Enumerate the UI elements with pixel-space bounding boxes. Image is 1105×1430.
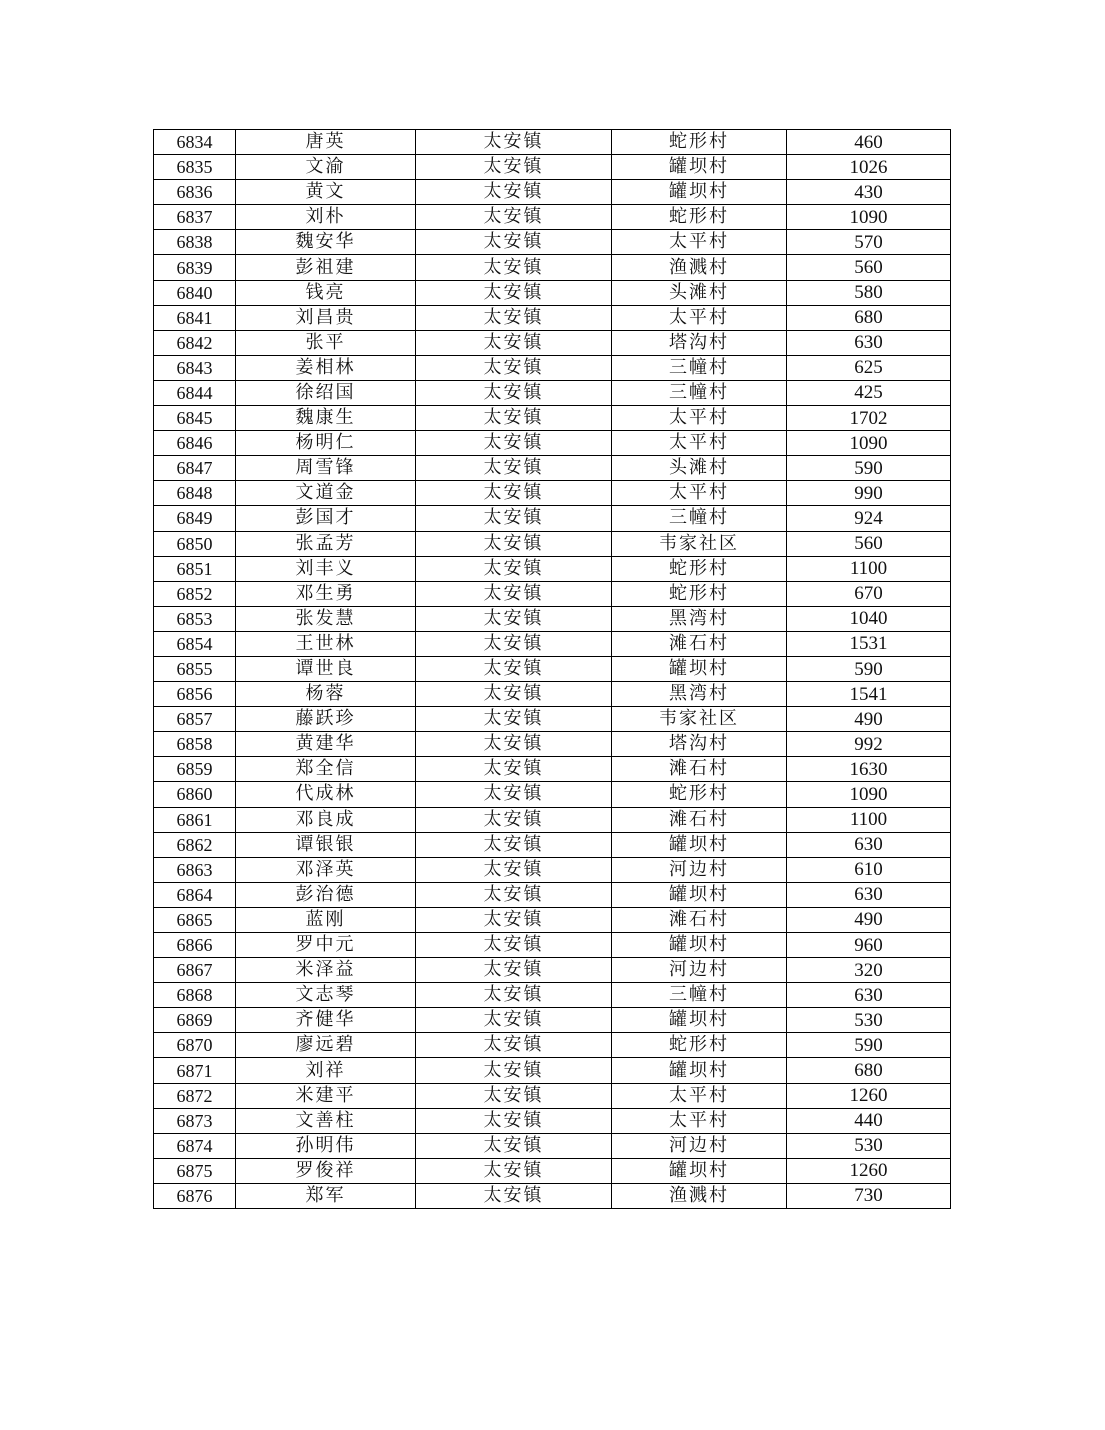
cell-id: 6843 [154,355,236,380]
table-row [154,1033,951,1058]
cell-village: 三幢村 [612,380,787,405]
cell-name: 杨明仁 [236,431,416,456]
cell-amount: 590 [787,656,951,681]
cell-id: 6838 [154,230,236,255]
cell-village: 太平村 [612,305,787,330]
cell-town: 太安镇 [416,280,612,305]
cell-name: 彭祖建 [236,255,416,280]
cell-id: 6873 [154,1108,236,1133]
cell-amount: 490 [787,907,951,932]
cell-village: 河边村 [612,958,787,983]
cell-amount: 1026 [787,155,951,180]
table-row [154,707,951,732]
cell-amount: 1260 [787,1158,951,1183]
cell-id: 6860 [154,782,236,807]
cell-town: 太安镇 [416,305,612,330]
cell-village: 滩石村 [612,807,787,832]
cell-id: 6852 [154,581,236,606]
table-row [154,631,951,656]
cell-amount: 320 [787,958,951,983]
cell-amount: 1702 [787,406,951,431]
table-row [154,230,951,255]
cell-id: 6850 [154,531,236,556]
cell-name: 黄文 [236,180,416,205]
cell-id: 6874 [154,1133,236,1158]
cell-village: 蛇形村 [612,556,787,581]
table-row [154,130,951,155]
cell-town: 太安镇 [416,1083,612,1108]
cell-name: 蓝刚 [236,907,416,932]
table-row [154,180,951,205]
cell-amount: 730 [787,1183,951,1208]
cell-name: 徐绍国 [236,380,416,405]
cell-id: 6839 [154,255,236,280]
table-row [154,431,951,456]
cell-name: 魏康生 [236,406,416,431]
cell-amount: 625 [787,355,951,380]
table-row [154,330,951,355]
cell-id: 6845 [154,406,236,431]
cell-id: 6856 [154,682,236,707]
cell-id: 6863 [154,857,236,882]
table-row [154,807,951,832]
cell-village: 河边村 [612,857,787,882]
cell-id: 6841 [154,305,236,330]
table-row [154,882,951,907]
cell-amount: 1090 [787,205,951,230]
cell-town: 太安镇 [416,456,612,481]
cell-name: 刘朴 [236,205,416,230]
cell-village: 罐坝村 [612,656,787,681]
cell-name: 张发慧 [236,606,416,631]
cell-id: 6866 [154,933,236,958]
cell-amount: 1260 [787,1083,951,1108]
cell-id: 6868 [154,983,236,1008]
cell-id: 6836 [154,180,236,205]
cell-amount: 1040 [787,606,951,631]
cell-name: 廖远碧 [236,1033,416,1058]
cell-town: 太安镇 [416,782,612,807]
cell-name: 罗中元 [236,933,416,958]
cell-village: 太平村 [612,481,787,506]
cell-name: 刘昌贵 [236,305,416,330]
cell-town: 太安镇 [416,581,612,606]
cell-amount: 1630 [787,757,951,782]
cell-name: 钱亮 [236,280,416,305]
cell-amount: 1541 [787,682,951,707]
cell-amount: 630 [787,330,951,355]
cell-id: 6837 [154,205,236,230]
table-row [154,1058,951,1083]
cell-town: 太安镇 [416,983,612,1008]
cell-id: 6854 [154,631,236,656]
cell-town: 太安镇 [416,631,612,656]
cell-name: 邓泽英 [236,857,416,882]
cell-amount: 490 [787,707,951,732]
table-row [154,355,951,380]
cell-village: 罐坝村 [612,1008,787,1033]
cell-id: 6870 [154,1033,236,1058]
cell-village: 滩石村 [612,907,787,932]
cell-id: 6861 [154,807,236,832]
cell-town: 太安镇 [416,180,612,205]
cell-village: 太平村 [612,406,787,431]
cell-village: 三幢村 [612,983,787,1008]
cell-id: 6858 [154,732,236,757]
cell-town: 太安镇 [416,682,612,707]
cell-amount: 680 [787,305,951,330]
cell-name: 文渝 [236,155,416,180]
table-row [154,280,951,305]
cell-village: 韦家社区 [612,707,787,732]
cell-amount: 530 [787,1008,951,1033]
cell-town: 太安镇 [416,1008,612,1033]
table-row [154,1108,951,1133]
cell-town: 太安镇 [416,406,612,431]
cell-town: 太安镇 [416,255,612,280]
cell-amount: 610 [787,857,951,882]
cell-town: 太安镇 [416,330,612,355]
cell-amount: 680 [787,1058,951,1083]
table-row [154,1183,951,1208]
cell-town: 太安镇 [416,380,612,405]
cell-id: 6853 [154,606,236,631]
cell-village: 太平村 [612,431,787,456]
cell-name: 黄建华 [236,732,416,757]
cell-amount: 430 [787,180,951,205]
cell-village: 太平村 [612,1083,787,1108]
table-row [154,656,951,681]
table-row [154,481,951,506]
cell-village: 黑湾村 [612,682,787,707]
table-row [154,255,951,280]
cell-id: 6840 [154,280,236,305]
table-row [154,506,951,531]
cell-town: 太安镇 [416,606,612,631]
cell-town: 太安镇 [416,230,612,255]
cell-name: 谭世良 [236,656,416,681]
cell-id: 6842 [154,330,236,355]
cell-name: 王世林 [236,631,416,656]
cell-village: 蛇形村 [612,1033,787,1058]
cell-id: 6847 [154,456,236,481]
cell-town: 太安镇 [416,1183,612,1208]
cell-town: 太安镇 [416,656,612,681]
table-row [154,456,951,481]
cell-town: 太安镇 [416,1108,612,1133]
cell-name: 张孟芳 [236,531,416,556]
cell-amount: 530 [787,1133,951,1158]
table-row [154,1008,951,1033]
roster-table-body [154,130,951,1209]
cell-village: 河边村 [612,1133,787,1158]
table-row [154,406,951,431]
cell-village: 罐坝村 [612,832,787,857]
table-row [154,581,951,606]
table-row [154,757,951,782]
cell-amount: 1090 [787,431,951,456]
roster-table [153,129,951,1209]
cell-amount: 960 [787,933,951,958]
cell-village: 蛇形村 [612,581,787,606]
cell-id: 6872 [154,1083,236,1108]
table-row [154,1083,951,1108]
cell-village: 头滩村 [612,280,787,305]
table-row [154,857,951,882]
cell-town: 太安镇 [416,707,612,732]
table-row [154,958,951,983]
table-row [154,380,951,405]
cell-amount: 670 [787,581,951,606]
table-row [154,983,951,1008]
cell-name: 米建平 [236,1083,416,1108]
table-row [154,205,951,230]
cell-village: 塔沟村 [612,330,787,355]
cell-town: 太安镇 [416,933,612,958]
cell-town: 太安镇 [416,857,612,882]
cell-town: 太安镇 [416,130,612,155]
cell-amount: 460 [787,130,951,155]
cell-amount: 590 [787,1033,951,1058]
cell-id: 6876 [154,1183,236,1208]
cell-name: 文志琴 [236,983,416,1008]
cell-name: 孙明伟 [236,1133,416,1158]
cell-name: 张平 [236,330,416,355]
cell-village: 太平村 [612,230,787,255]
cell-name: 杨蓉 [236,682,416,707]
cell-village: 三幢村 [612,355,787,380]
table-row [154,606,951,631]
cell-village: 黑湾村 [612,606,787,631]
cell-amount: 1100 [787,807,951,832]
cell-name: 姜相林 [236,355,416,380]
cell-amount: 630 [787,832,951,857]
table-row [154,732,951,757]
cell-name: 刘丰义 [236,556,416,581]
cell-village: 罐坝村 [612,933,787,958]
cell-id: 6857 [154,707,236,732]
table-row [154,1158,951,1183]
cell-name: 邓良成 [236,807,416,832]
cell-town: 太安镇 [416,205,612,230]
table-row [154,933,951,958]
cell-id: 6851 [154,556,236,581]
cell-name: 周雪锋 [236,456,416,481]
cell-name: 郑全信 [236,757,416,782]
cell-name: 邓生勇 [236,581,416,606]
cell-village: 滩石村 [612,757,787,782]
cell-town: 太安镇 [416,832,612,857]
cell-village: 罐坝村 [612,1058,787,1083]
cell-id: 6871 [154,1058,236,1083]
cell-village: 头滩村 [612,456,787,481]
cell-amount: 1531 [787,631,951,656]
table-row [154,556,951,581]
cell-id: 6834 [154,130,236,155]
cell-id: 6875 [154,1158,236,1183]
cell-id: 6869 [154,1008,236,1033]
cell-town: 太安镇 [416,1158,612,1183]
cell-name: 刘祥 [236,1058,416,1083]
cell-town: 太安镇 [416,1033,612,1058]
cell-id: 6848 [154,481,236,506]
cell-amount: 440 [787,1108,951,1133]
cell-town: 太安镇 [416,431,612,456]
cell-id: 6865 [154,907,236,932]
cell-town: 太安镇 [416,1133,612,1158]
table-row [154,832,951,857]
cell-village: 罐坝村 [612,180,787,205]
cell-name: 代成林 [236,782,416,807]
cell-name: 魏安华 [236,230,416,255]
cell-town: 太安镇 [416,807,612,832]
cell-name: 米泽益 [236,958,416,983]
cell-id: 6864 [154,882,236,907]
cell-village: 渔溅村 [612,1183,787,1208]
cell-amount: 990 [787,481,951,506]
cell-town: 太安镇 [416,355,612,380]
table-row [154,305,951,330]
cell-village: 蛇形村 [612,782,787,807]
cell-town: 太安镇 [416,757,612,782]
table-row [154,531,951,556]
cell-village: 罐坝村 [612,1158,787,1183]
cell-amount: 630 [787,882,951,907]
cell-name: 藤跃珍 [236,707,416,732]
cell-village: 滩石村 [612,631,787,656]
cell-village: 渔溅村 [612,255,787,280]
cell-name: 唐英 [236,130,416,155]
cell-id: 6849 [154,506,236,531]
cell-amount: 1090 [787,782,951,807]
cell-town: 太安镇 [416,531,612,556]
cell-town: 太安镇 [416,958,612,983]
cell-town: 太安镇 [416,481,612,506]
cell-id: 6835 [154,155,236,180]
cell-amount: 425 [787,380,951,405]
cell-village: 罐坝村 [612,155,787,180]
cell-name: 罗俊祥 [236,1158,416,1183]
cell-amount: 580 [787,280,951,305]
cell-village: 太平村 [612,1108,787,1133]
cell-name: 彭治德 [236,882,416,907]
cell-id: 6846 [154,431,236,456]
cell-town: 太安镇 [416,882,612,907]
cell-name: 文道金 [236,481,416,506]
cell-town: 太安镇 [416,506,612,531]
cell-town: 太安镇 [416,907,612,932]
table-row [154,155,951,180]
cell-name: 彭国才 [236,506,416,531]
cell-name: 文善柱 [236,1108,416,1133]
cell-town: 太安镇 [416,732,612,757]
cell-village: 三幢村 [612,506,787,531]
table-row [154,682,951,707]
cell-id: 6855 [154,656,236,681]
cell-name: 郑军 [236,1183,416,1208]
cell-town: 太安镇 [416,155,612,180]
table-row [154,907,951,932]
cell-village: 罐坝村 [612,882,787,907]
cell-id: 6867 [154,958,236,983]
cell-amount: 924 [787,506,951,531]
cell-village: 塔沟村 [612,732,787,757]
cell-name: 谭银银 [236,832,416,857]
cell-id: 6859 [154,757,236,782]
cell-amount: 570 [787,230,951,255]
cell-id: 6862 [154,832,236,857]
cell-town: 太安镇 [416,1058,612,1083]
cell-town: 太安镇 [416,556,612,581]
cell-id: 6844 [154,380,236,405]
cell-amount: 1100 [787,556,951,581]
cell-village: 韦家社区 [612,531,787,556]
table-row [154,1133,951,1158]
cell-amount: 560 [787,255,951,280]
cell-amount: 560 [787,531,951,556]
table-row [154,782,951,807]
cell-amount: 992 [787,732,951,757]
cell-amount: 590 [787,456,951,481]
cell-village: 蛇形村 [612,130,787,155]
cell-amount: 630 [787,983,951,1008]
cell-village: 蛇形村 [612,205,787,230]
cell-name: 齐健华 [236,1008,416,1033]
